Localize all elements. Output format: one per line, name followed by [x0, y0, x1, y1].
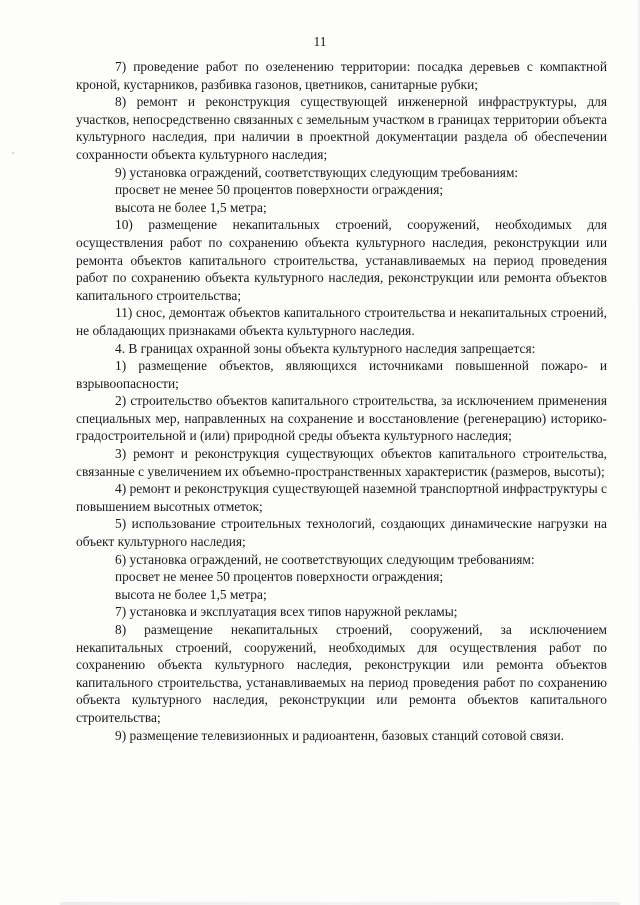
paragraph-prohibited-4: 4) ремонт и реконструкция существующей наземной транспортной инфраструктуры с повышением высотных отметок; — [76, 481, 607, 514]
paragraph-prohibited-2: 2) строительство объектов капитального строительства, за исключением применения специальных мер, направленных на сохранение и восстановление (регенерацию) историко-градостроительной и (или) природной среды объекта культурного наследия; — [76, 393, 607, 444]
paragraph-prohibited-6-clearance: просвет не менее 50 процентов поверхности ограждения; — [115, 569, 444, 585]
paragraph-item-11-demolition: 11) снос, демонтаж объектов капитального строительства и некапитальных строений, не обладающих признаками объекта культурного наследия. — [76, 305, 607, 338]
paragraph-prohibited-6-height: высота не более 1,5 метра; — [115, 586, 267, 602]
paragraph-prohibited-9: 9) размещение телевизионных и радиоантенн, базовых станций сотовой связи. — [115, 727, 564, 743]
paragraph-prohibited-7: 7) установка и эксплуатация всех типов наружной рекламы; — [115, 604, 458, 620]
paragraph-prohibited-3: 3) ремонт и реконструкция существующих объектов капитального строительства, связанные с увеличением их объемно-пространственных характеристик (размеров, высоты); — [76, 446, 607, 479]
paragraph-item-9-fencing: 9) установка ограждений, соответствующих следующим требованиям: — [115, 164, 519, 180]
document-body — [76, 58, 607, 744]
paragraph-section-4-heading: 4. В границах охранной зоны объекта культурного наследия запрещается: — [115, 340, 536, 356]
paragraph-fencing-height: высота не более 1,5 метра; — [115, 199, 267, 215]
paragraph-item-8-engineering-infrastructure: 8) ремонт и реконструкция существующей инженерной инфраструктуры, для участков, непосредственно связанных с земельным участком в границах территории объекта культурного наследия, при наличии в проектной документации раздела об обеспечении сохранности объекта культурного наследия; — [76, 94, 607, 162]
paragraph-prohibited-1: 1) размещение объектов, являющихся источниками повышенной пожаро- и взрывоопасности; — [76, 358, 607, 391]
paragraph-item-10-temporary-structures: 10) размещение некапитальных строений, сооружений, необходимых для осуществления работ по сохранению объекта культурного наследия, реконструкции или ремонта объектов капитального строительства, устанавливаемых на период проведения работ по сохранению объекта культурного наследия, реконструкции или ремонта объектов капитального строительства; — [76, 217, 607, 303]
paragraph-item-7-landscaping: 7) проведение работ по озеленению территории: посадка деревьев с компактной кроной, кустарников, разбивка газонов, цветников, санитарные рубки; — [76, 59, 607, 92]
paragraph-fencing-clearance: просвет не менее 50 процентов поверхности ограждения; — [115, 182, 444, 198]
paragraph-prohibited-8: 8) размещение некапитальных строений, сооружений, за исключением некапитальных строений, сооружений, необходимых для осуществления работ по сохранению объекта культурного наследия, реконструкции или ремонта объектов капитального строительства, устанавливаемых на период проведения работ по сохранению объекта культурного наследия, реконструкции или ремонта объектов капитального строительства; — [76, 622, 607, 725]
page-number: 11 — [313, 34, 327, 49]
paragraph-prohibited-6: 6) установка ограждений, не соответствующих следующим требованиям: — [115, 551, 535, 567]
scan-speck — [12, 152, 14, 154]
paragraph-prohibited-5: 5) использование строительных технологий, создающих динамические нагрузки на объект культурного наследия; — [76, 516, 607, 550]
